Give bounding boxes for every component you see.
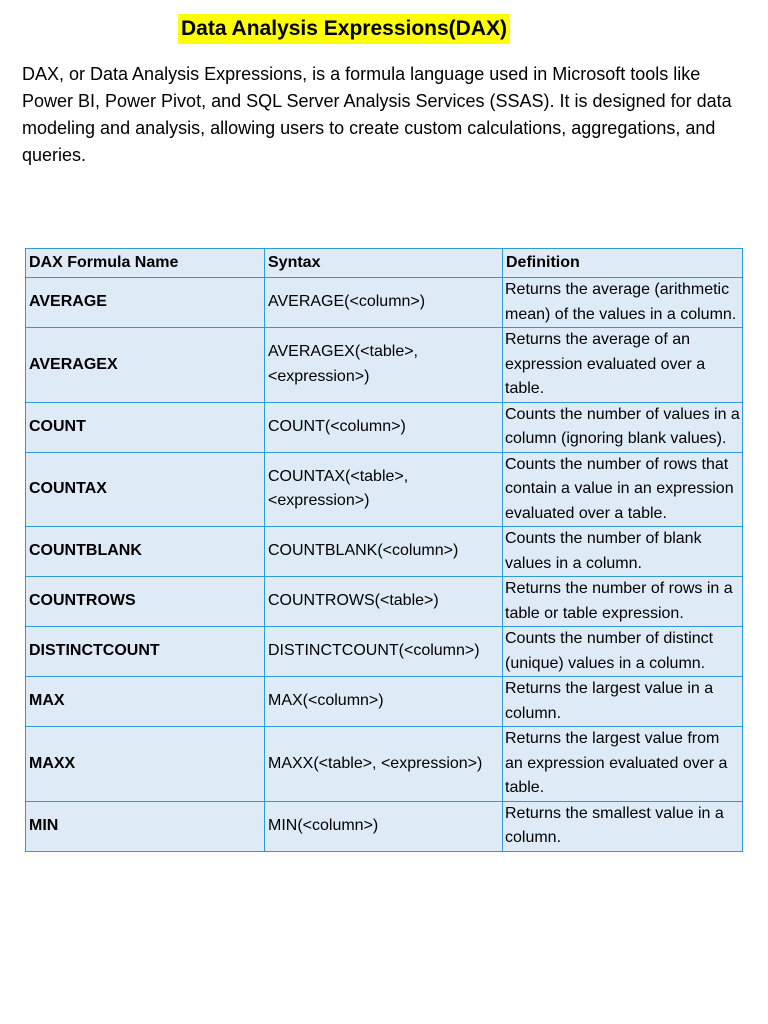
table-row: [26, 727, 743, 802]
formula-name-cell: MAX: [26, 677, 265, 727]
table-row: [26, 328, 743, 403]
syntax-cell: COUNTROWS(<table>): [265, 577, 503, 627]
definition-cell: Counts the number of values in a column (ignoring blank values).: [503, 402, 743, 452]
page-title: Data Analysis Expressions(DAX): [178, 14, 510, 44]
syntax-cell: AVERAGEX(<table>, <expression>): [265, 328, 503, 403]
definition-cell: Counts the number of blank values in a column.: [503, 527, 743, 577]
header-formula-name: DAX Formula Name: [26, 249, 265, 278]
syntax-cell: COUNT(<column>): [265, 402, 503, 452]
table-row: [26, 577, 743, 627]
formula-name-cell: AVERAGEX: [26, 328, 265, 403]
formula-name-cell: COUNTROWS: [26, 577, 265, 627]
syntax-cell: DISTINCTCOUNT(<column>): [265, 627, 503, 677]
table-row: [26, 677, 743, 727]
syntax-cell: MAX(<column>): [265, 677, 503, 727]
table-row: [26, 527, 743, 577]
syntax-cell: MAXX(<table>, <expression>): [265, 727, 503, 802]
formula-name-cell: DISTINCTCOUNT: [26, 627, 265, 677]
syntax-cell: MIN(<column>): [265, 801, 503, 851]
formula-name-cell: MIN: [26, 801, 265, 851]
table-row: [26, 801, 743, 851]
definition-cell: Returns the average (arithmetic mean) of the values in a column.: [503, 278, 743, 328]
definition-cell: Returns the largest value in a column.: [503, 677, 743, 727]
header-definition: Definition: [503, 249, 743, 278]
title-container: [0, 14, 768, 44]
definition-cell: Returns the number of rows in a table or table expression.: [503, 577, 743, 627]
formula-name-cell: MAXX: [26, 727, 265, 802]
definition-cell: Returns the average of an expression evaluated over a table.: [503, 328, 743, 403]
formula-name-cell: AVERAGE: [26, 278, 265, 328]
syntax-cell: COUNTBLANK(<column>): [265, 527, 503, 577]
syntax-cell: COUNTAX(<table>, <expression>): [265, 452, 503, 527]
definition-cell: Returns the largest value from an expression evaluated over a table.: [503, 727, 743, 802]
table-row: [26, 278, 743, 328]
formula-name-cell: COUNTAX: [26, 452, 265, 527]
formula-name-cell: COUNTBLANK: [26, 527, 265, 577]
syntax-cell: AVERAGE(<column>): [265, 278, 503, 328]
table-row: [26, 402, 743, 452]
definition-cell: Returns the smallest value in a column.: [503, 801, 743, 851]
table-row: [26, 452, 743, 527]
definition-cell: Counts the number of distinct (unique) values in a column.: [503, 627, 743, 677]
definition-cell: Counts the number of rows that contain a value in an expression evaluated over a table.: [503, 452, 743, 527]
intro-paragraph: DAX, or Data Analysis Expressions, is a formula language used in Microsoft tools like Power BI, Power Pivot, and SQL Server Analysis Services (SSAS). It is designed for data modeling and analysis, allowing users to create custom calculations, aggregations, and queries.: [22, 64, 732, 165]
table-row: [26, 627, 743, 677]
formula-name-cell: COUNT: [26, 402, 265, 452]
header-syntax: Syntax: [265, 249, 503, 278]
dax-formula-table: [25, 248, 743, 852]
table-header-row: [26, 249, 743, 278]
